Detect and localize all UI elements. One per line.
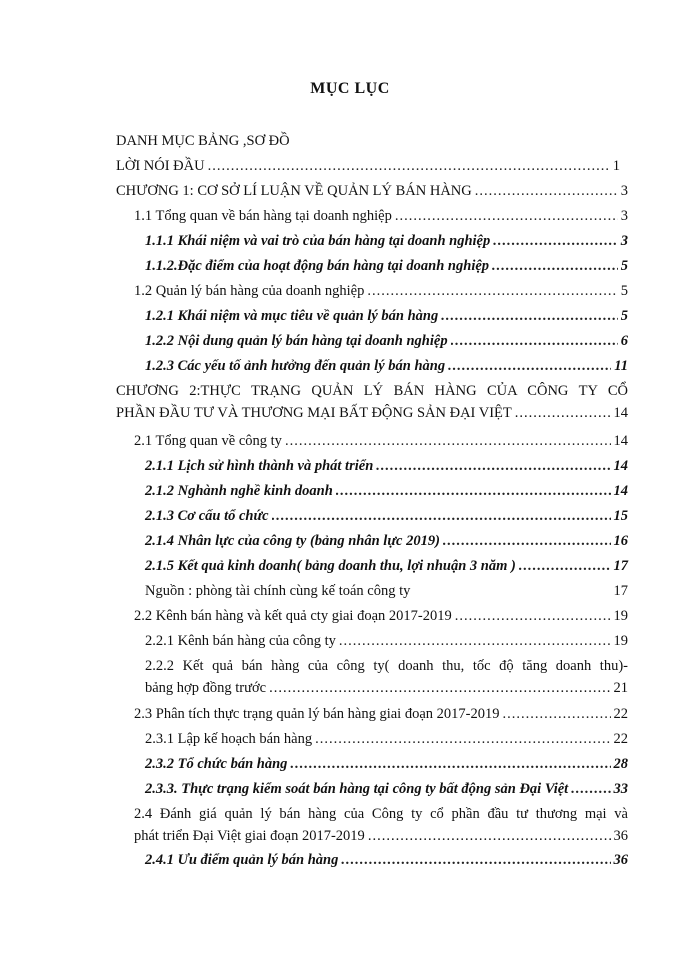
toc-entry[interactable]	[145, 508, 628, 525]
toc-entry-page: 3	[620, 233, 628, 249]
toc-entry-page: 17	[613, 583, 628, 599]
toc-entry[interactable]	[145, 852, 628, 869]
toc-entry[interactable]	[134, 706, 628, 723]
toc-entry-page: 1	[612, 158, 620, 174]
dot-leader	[455, 608, 611, 625]
toc-entry-text: 2.1 Tổng quan về công ty	[134, 433, 282, 449]
dot-leader	[492, 258, 618, 275]
dot-leader	[208, 158, 610, 175]
toc-entry[interactable]	[145, 333, 628, 350]
toc-entry-page: 17	[613, 558, 628, 574]
toc-entry-text: 1.1 Tổng quan về bán hàng tại doanh nghiệp	[134, 208, 392, 224]
toc-entry-page: 22	[613, 731, 628, 747]
toc-entry[interactable]	[134, 608, 628, 625]
toc-entry-page: 3	[620, 183, 628, 199]
toc-entry-text: 2.2 Kênh bán hàng và kết quả cty giai đoạn 2017-2019	[134, 608, 452, 624]
toc-entry[interactable]	[116, 183, 628, 200]
toc-entry[interactable]	[134, 433, 628, 450]
toc-entry[interactable]	[145, 308, 628, 325]
toc-entry[interactable]	[145, 781, 628, 798]
toc-entry-text: 2.1.1 Lịch sử hình thành và phát triển	[145, 458, 374, 474]
toc-entry-text: Nguồn : phòng tài chính cùng kế toán công ty	[145, 583, 411, 599]
toc-entry[interactable]	[145, 458, 628, 475]
toc-entry-page: 22	[613, 706, 628, 722]
toc-entry[interactable]	[145, 731, 628, 748]
toc-entry[interactable]	[145, 633, 628, 650]
dot-leader	[451, 333, 618, 350]
dot-leader	[269, 680, 610, 697]
toc-entry-page: 21	[613, 680, 628, 696]
toc-entry-page: 14	[613, 458, 628, 474]
dot-leader	[336, 483, 611, 500]
dot-leader	[493, 233, 618, 250]
toc-entry-text: LỜI NÓI ĐẦU	[116, 158, 205, 174]
dot-leader	[502, 706, 610, 723]
toc-entry-page: 14	[613, 405, 628, 421]
toc-entry-text: DANH MỤC BẢNG ,SƠ ĐỒ	[116, 133, 290, 149]
toc-entry-page: 5	[620, 308, 628, 324]
toc-entry-text: 2.4.1 Ưu điểm quản lý bán hàng	[145, 852, 339, 868]
toc-entry-page: 5	[620, 283, 628, 299]
toc-entry-text: 2.3 Phân tích thực trạng quản lý bán hàng giai đoạn 2017-2019	[134, 706, 500, 722]
toc-entry-page: 5	[620, 258, 628, 274]
dot-leader	[571, 781, 610, 798]
toc-entry-text: 2.3.3. Thực trạng kiểm soát bán hàng tại công ty bất động sản Đại Việt	[145, 781, 569, 797]
toc-entry-text: CHƯƠNG 1: CƠ SỞ LÍ LUẬN VỀ QUẢN LÝ BÁN HÀNG	[116, 183, 472, 199]
toc-entry-text: 2.1.2 Nghành nghề kinh doanh	[145, 483, 333, 499]
dot-leader	[315, 731, 610, 748]
toc-entry[interactable]	[145, 558, 628, 575]
dot-leader	[515, 405, 611, 422]
toc-entry-text: 2.3.2 Tổ chức bán hàng	[145, 756, 288, 772]
toc-entry-text: PHẦN ĐẦU TƯ VÀ THƯƠNG MẠI BẤT ĐỘNG SẢN ĐẠI VIỆT	[116, 405, 512, 421]
dot-leader	[272, 508, 611, 525]
toc-entry[interactable]	[116, 383, 628, 422]
toc-entry-text: CHƯƠNG 2:THỰC TRẠNG QUẢN LÝ BÁN HÀNG CỦA CÔNG TY CỔ	[116, 383, 628, 399]
toc-entry-page: 19	[613, 608, 628, 624]
dot-leader	[448, 358, 611, 375]
toc-entry-page: 16	[613, 533, 628, 549]
toc-entry-page: 15	[613, 508, 628, 524]
dot-leader	[290, 756, 610, 773]
toc-entry-page: 36	[613, 852, 628, 868]
dot-leader	[443, 533, 611, 550]
toc-entry-text: 2.1.4 Nhân lực của công ty (bảng nhân lực 2019)	[145, 533, 440, 549]
toc-entry[interactable]	[145, 583, 628, 600]
toc-entry-text: 1.1.1 Khái niệm và vai trò của bán hàng tại doanh nghiệp	[145, 233, 491, 249]
toc-entry-text: 2.2.2 Kết quả bán hàng của công ty( doanh thu, tốc độ tăng doanh thu)-	[145, 658, 628, 674]
toc-entry-text: 1.2.2 Nội dung quản lý bán hàng tại doanh nghiệp	[145, 333, 448, 349]
dot-leader	[285, 433, 611, 450]
toc-entry[interactable]	[134, 283, 628, 300]
toc-entry[interactable]	[145, 483, 628, 500]
toc-entry-page: 3	[620, 208, 628, 224]
toc-entry[interactable]	[145, 258, 628, 275]
toc-entry[interactable]	[145, 358, 628, 375]
toc-entry-text: 1.2 Quản lý bán hàng của doanh nghiệp	[134, 283, 365, 299]
toc-entry-page: 14	[613, 433, 628, 449]
page-title: MỤC LỤC	[310, 80, 390, 97]
toc-entry-page: 11	[614, 358, 628, 374]
toc-entry[interactable]	[145, 233, 628, 250]
toc-entry[interactable]	[145, 756, 628, 773]
dot-leader	[376, 458, 610, 475]
toc-entry[interactable]	[134, 208, 628, 225]
toc-entry-page: 19	[613, 633, 628, 649]
toc-entry-page: 6	[620, 333, 628, 349]
toc-entry-text: 1.2.1 Khái niệm và mục tiêu về quản lý bán hàng	[145, 308, 439, 324]
toc-entry[interactable]	[145, 658, 628, 697]
dot-leader	[475, 183, 618, 200]
toc-entry-text: phát triển Đại Việt giai đoạn 2017-2019	[134, 828, 365, 844]
toc-entry-page: 36	[613, 828, 628, 844]
dot-leader	[339, 633, 611, 650]
toc-entry-text: 2.1.5 Kết quả kinh doanh( bảng doanh thu, lợi nhuận 3 năm )	[145, 558, 516, 574]
toc-entry[interactable]	[116, 133, 290, 150]
toc-entry-text: 2.4 Đánh giá quản lý bán hàng của Công ty cổ phần đầu tư thương mại và	[134, 806, 628, 822]
toc-entry[interactable]	[145, 533, 628, 550]
toc-entry-text: 1.2.3 Các yếu tố ảnh hưởng đến quản lý bán hàng	[145, 358, 446, 374]
toc-entry-page: 33	[613, 781, 628, 797]
toc-entry-text: 2.2.1 Kênh bán hàng của công ty	[145, 633, 336, 649]
dot-leader	[368, 828, 611, 845]
toc-entry-text: 2.1.3 Cơ cấu tổ chức	[145, 508, 269, 524]
dot-leader	[341, 852, 610, 869]
dot-leader	[441, 308, 618, 325]
toc-entry-page: 28	[613, 756, 628, 772]
dot-leader	[367, 283, 617, 300]
toc-entry-text: bảng hợp đồng trước	[145, 680, 267, 696]
dot-leader	[395, 208, 618, 225]
toc-entry[interactable]	[116, 158, 620, 175]
toc-entry-text: 1.1.2.Đặc điểm của hoạt động bán hàng tại doanh nghiệp	[145, 258, 490, 274]
toc-entry[interactable]	[134, 806, 628, 845]
dot-leader	[519, 558, 611, 575]
toc-entry-text: 2.3.1 Lập kế hoạch bán hàng	[145, 731, 313, 747]
toc-entry-page: 14	[613, 483, 628, 499]
